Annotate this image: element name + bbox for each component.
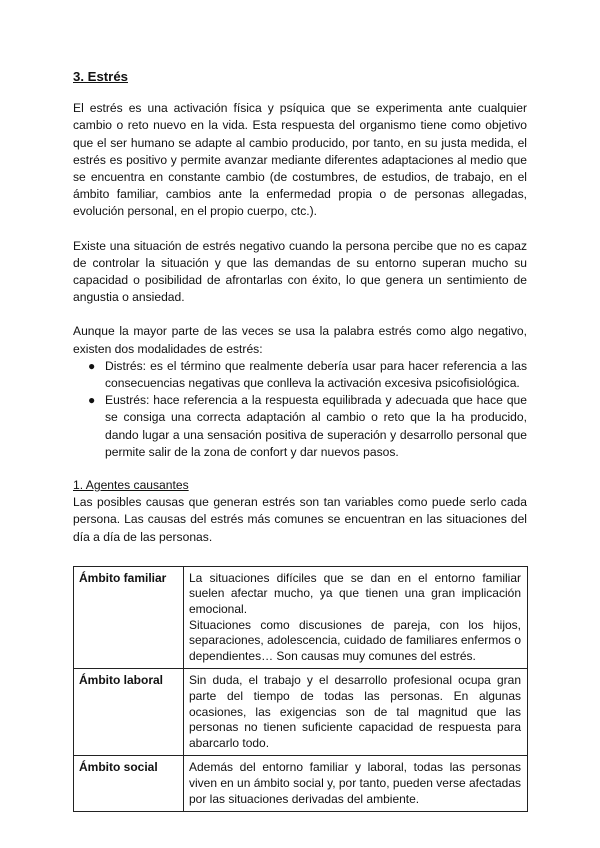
table-row <box>74 669 528 756</box>
document-page <box>73 68 527 812</box>
bullet-icon: ● <box>88 358 96 373</box>
list-item-text: Eustrés: hace referencia a la respuesta equilibrada y adecuada que hace que se consiga una correcta adaptación al cambio o reto que la ha producido, dando lugar a una sensación positiva de superación y desarrollo personal que permite salir de la zona de confort y dar nuevos pasos. <box>105 393 527 459</box>
stress-types-list <box>73 358 527 461</box>
paragraph-stress-types-intro: Aunque la mayor parte de las veces se usa la palabra estrés como algo negativo, existen dos modalidades de estrés: <box>73 324 527 356</box>
table-row <box>74 756 528 812</box>
list-item-distres <box>73 358 527 392</box>
bullet-icon: ● <box>88 393 96 408</box>
list-item-text: Distrés: es el término que realmente debería usar para hacer referencia a las consecuencias negativas que conlleva la activación excesiva psicofisiológica. <box>105 358 527 391</box>
table-row-label: Ámbito laboral <box>74 669 184 756</box>
paragraph-negative-stress: Existe una situación de estrés negativo cuando la persona percibe que no es capaz de controlar la situación y que las demandas de su entorno superan mucho su capacidad o posibilidad de afrontarlas con éxito, lo que genera un sentimiento de angustia o ansiedad. <box>73 238 527 305</box>
table-row-description <box>184 756 528 812</box>
table-row <box>74 566 528 669</box>
paragraph-causes-intro: Las posibles causas que generan estrés son tan variables como puede serlo cada persona. Las causas del estrés más comunes se encuentran en las situaciones del día a día de las personas. <box>73 495 527 544</box>
description-line: Además del entorno familiar y laboral, todas las personas viven en un ámbito social y, por tanto, pueden verse afectadas por las situaciones derivadas del ambiente. <box>189 760 521 806</box>
section-title: 3. Estrés <box>73 69 128 84</box>
table-row-description <box>184 566 528 669</box>
causes-table <box>73 566 528 812</box>
description-line: Sin duda, el trabajo y el desarrollo profesional ocupa gran parte del tiempo de todas las personas. En algunas ocasiones, las exigencias son de tal magnitud que las personas no tienen suficiente capacidad de respuesta para abarcarlo todo. <box>189 673 521 750</box>
subsection-title: 1. Agentes causantes <box>73 478 189 493</box>
description-line: La situaciones difíciles que se dan en el entorno familiar suelen afectar mucho, ya que tienen una gran implicación emocional. <box>189 570 521 617</box>
paragraph-stress-definition: El estrés es una activación física y psíquica que se experimenta ante cualquier cambio o reto nuevo en la vida. Esta respuesta del organismo tiene como objetivo que el ser humano se adapte al cambio producido, por tanto, en su justa medida, el estrés es positivo y permite avanzar mediante diferentes adaptaciones al medio que se encuentra en constante cambio (de costumbres, de estudios, de trabajo, en el ámbito familiar, cambios ante la enfermedad propia o de personas allegadas, evolución personal, en el propio cuerpo, ctc.). <box>73 101 527 219</box>
list-item-eustres <box>73 392 527 461</box>
table-row-description <box>184 669 528 756</box>
description-line: Situaciones como discusiones de pareja, con los hijos, separaciones, adolescencia, cuidado de familiares enfermos o dependientes… Son causas muy comunes del estrés. <box>189 617 521 663</box>
table-row-label: Ámbito social <box>74 756 184 812</box>
table-row-label: Ámbito familiar <box>74 566 184 669</box>
